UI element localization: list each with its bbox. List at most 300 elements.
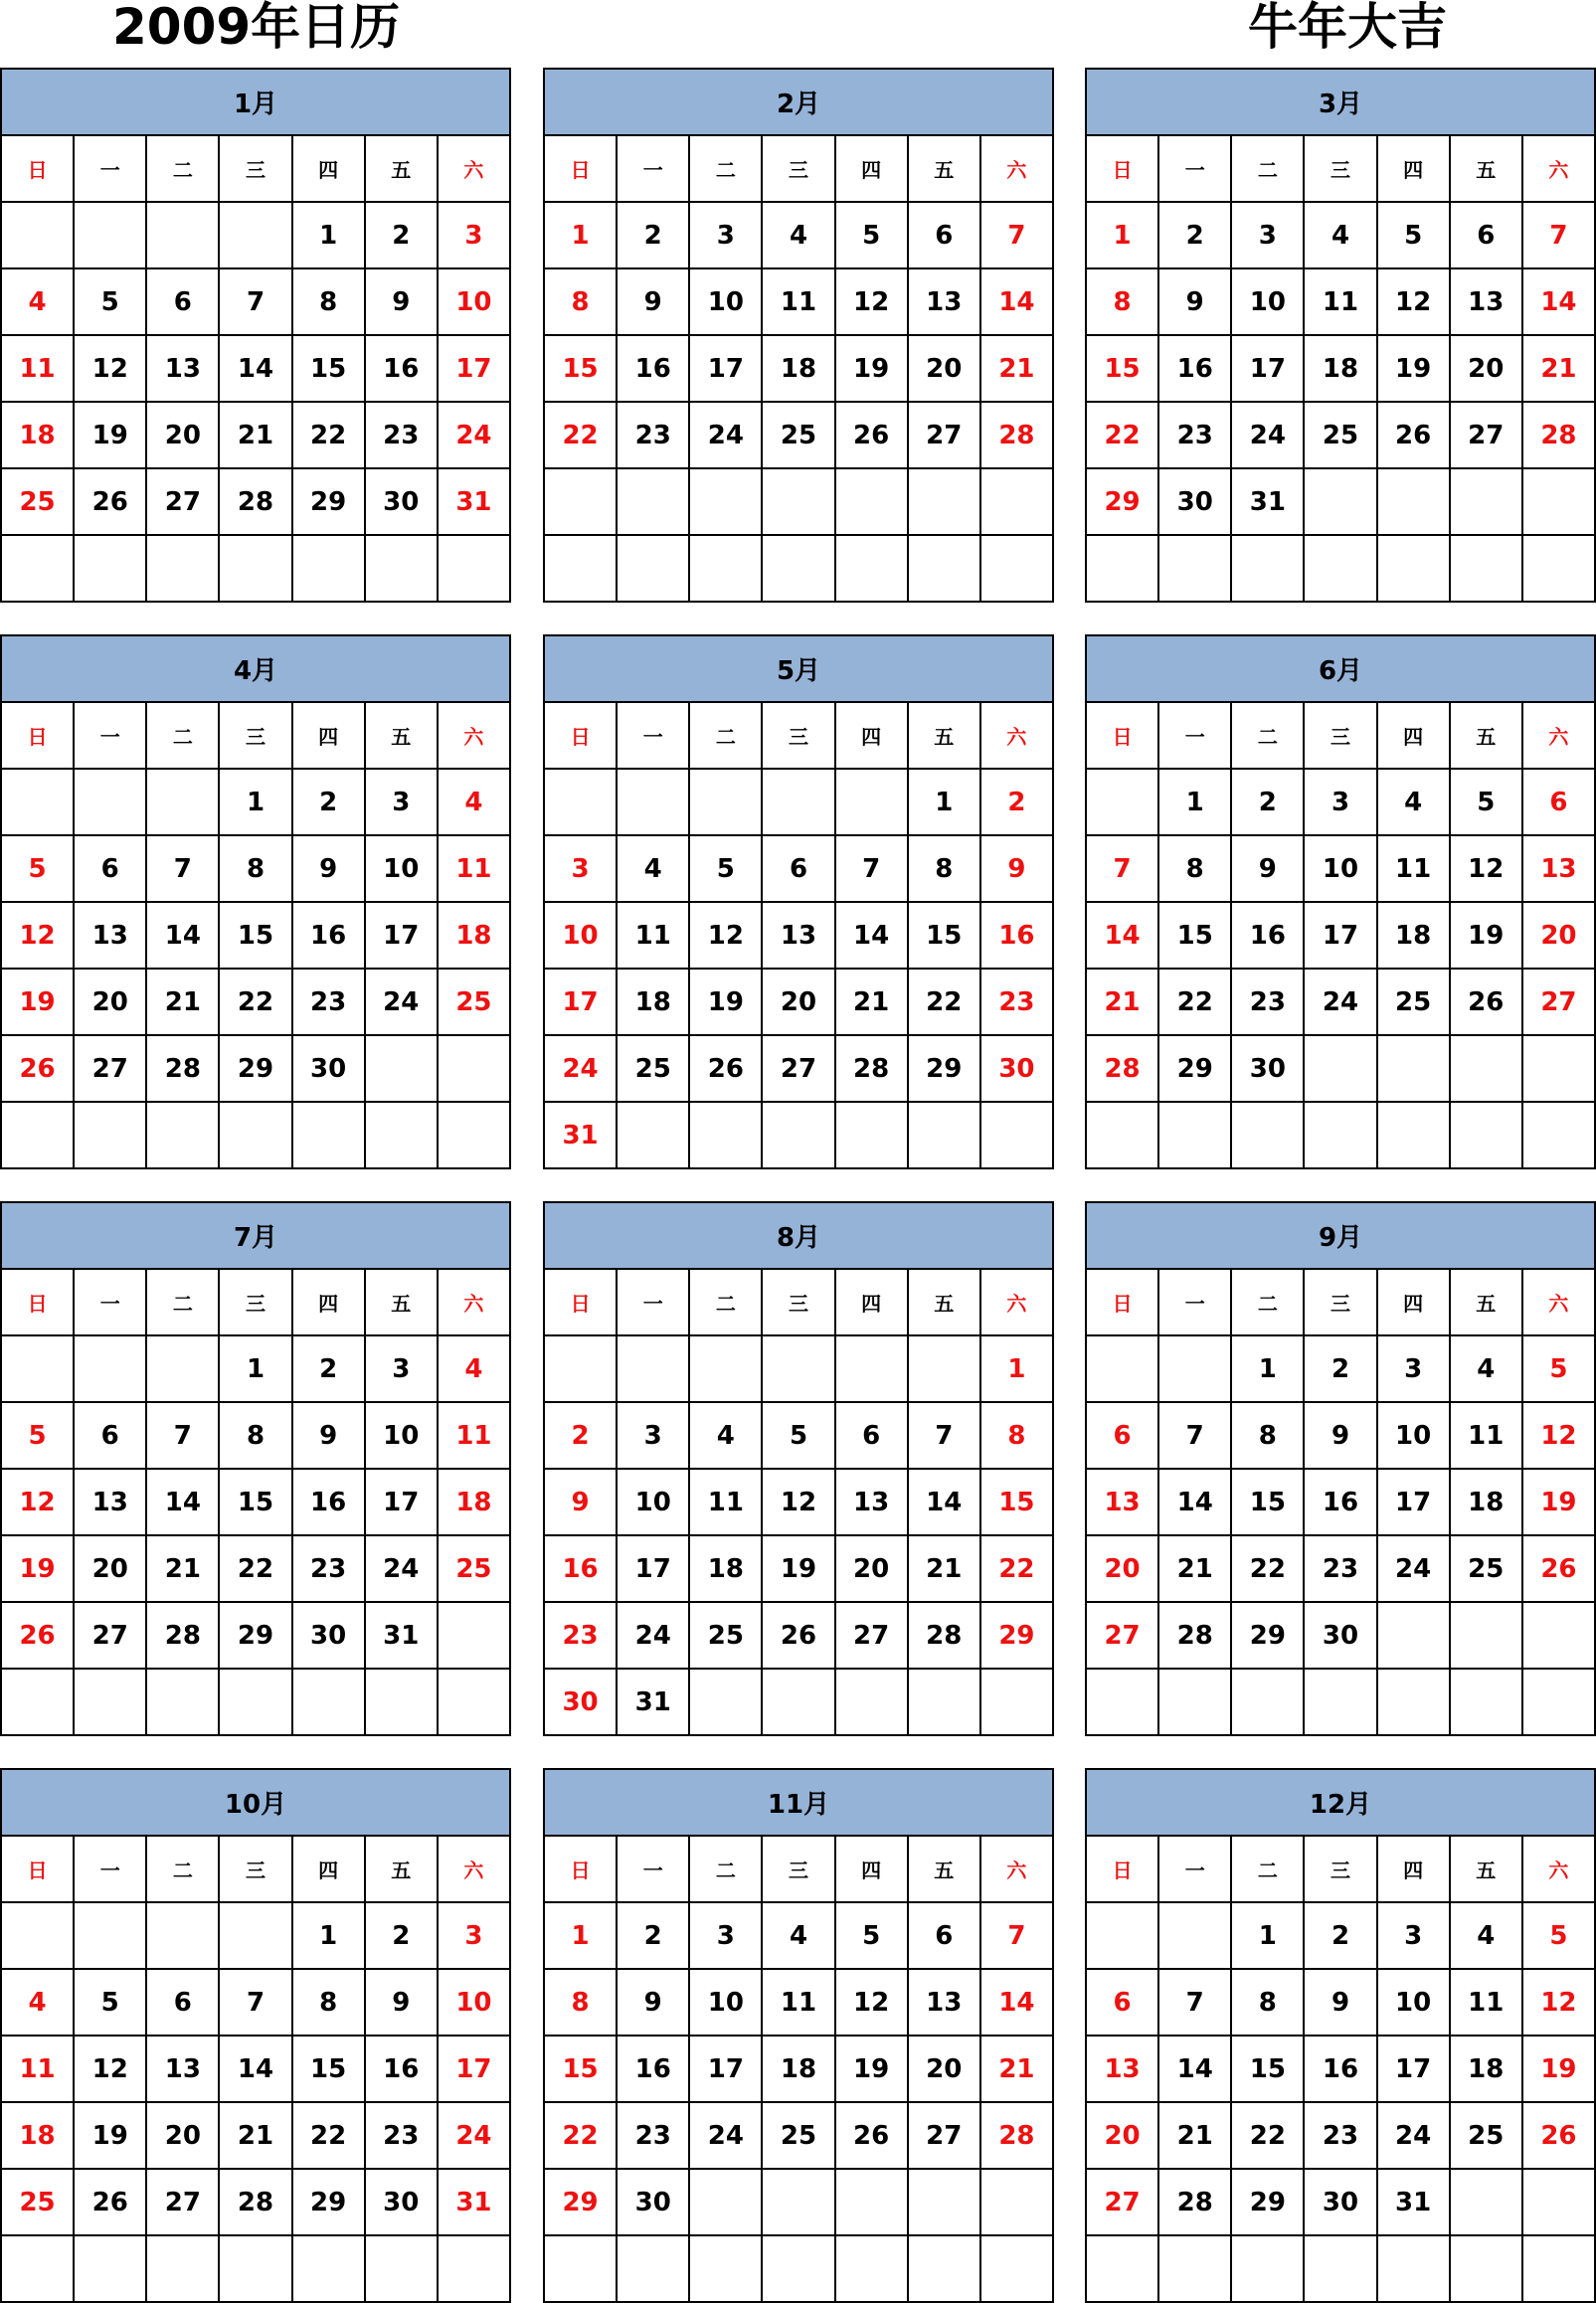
empty-day-cell [1377, 468, 1450, 535]
empty-day-cell [835, 468, 908, 535]
day-cell: 21 [146, 1535, 219, 1602]
empty-day-cell [762, 769, 834, 835]
day-cell: 6 [146, 268, 219, 335]
day-cell: 13 [74, 902, 146, 969]
empty-day-cell [1377, 2235, 1450, 2302]
weekday-label: 六 [980, 135, 1053, 202]
day-cell: 22 [1158, 969, 1231, 1035]
week-row [544, 402, 1053, 468]
weekday-label: 二 [1231, 135, 1304, 202]
day-cell: 7 [1086, 835, 1158, 902]
empty-day-cell [544, 2235, 617, 2302]
day-cell: 19 [74, 402, 146, 468]
day-cell: 21 [980, 335, 1053, 402]
week-row [1, 402, 510, 468]
day-cell: 20 [74, 1535, 146, 1602]
week-row [544, 1469, 1053, 1535]
day-cell: 16 [365, 335, 438, 402]
day-cell: 24 [617, 1602, 689, 1669]
day-cell: 30 [1158, 468, 1231, 535]
weekday-label: 二 [689, 702, 762, 769]
month-table [0, 1201, 511, 1736]
weekday-label: 三 [1304, 1269, 1376, 1335]
day-cell: 3 [365, 1335, 438, 1402]
weekday-label: 一 [74, 1269, 146, 1335]
day-cell: 21 [1522, 335, 1595, 402]
day-cell: 5 [1522, 1902, 1595, 1969]
day-cell: 9 [617, 268, 689, 335]
day-cell: 25 [1304, 402, 1376, 468]
day-cell: 10 [365, 1402, 438, 1469]
day-cell: 10 [689, 1969, 762, 2036]
day-cell: 15 [1158, 902, 1231, 969]
week-row [1086, 1902, 1595, 1969]
day-cell: 5 [1522, 1335, 1595, 1402]
weekday-label: 一 [617, 1269, 689, 1335]
empty-day-cell [1522, 1035, 1595, 1102]
week-row [544, 902, 1053, 969]
day-cell: 21 [835, 969, 908, 1035]
day-cell: 10 [1377, 1402, 1450, 1469]
day-cell: 13 [1086, 1469, 1158, 1535]
empty-day-cell [219, 202, 291, 268]
day-cell: 25 [1450, 1535, 1522, 1602]
empty-day-cell [1522, 535, 1595, 602]
week-row [1, 2169, 510, 2235]
day-cell: 19 [1, 1535, 74, 1602]
weekday-label: 二 [1231, 1836, 1304, 1902]
day-cell: 3 [1304, 769, 1376, 835]
month-title: 5月 [544, 635, 1053, 702]
day-cell: 26 [689, 1035, 762, 1102]
day-cell: 11 [1377, 835, 1450, 902]
week-row [544, 1035, 1053, 1102]
empty-day-cell [1158, 1335, 1231, 1402]
day-cell: 28 [1158, 2169, 1231, 2235]
weekday-row [1, 135, 510, 202]
day-cell: 28 [146, 1602, 219, 1669]
weekday-row [1, 702, 510, 769]
weekday-label: 三 [762, 135, 834, 202]
empty-day-cell [438, 2235, 510, 2302]
week-row [1, 535, 510, 602]
day-cell: 9 [1304, 1969, 1376, 2036]
week-row [544, 2102, 1053, 2169]
week-row [1086, 1402, 1595, 1469]
day-cell: 14 [1158, 1469, 1231, 1535]
day-cell: 29 [544, 2169, 617, 2235]
empty-day-cell [292, 1102, 365, 1168]
empty-day-cell [762, 468, 834, 535]
day-cell: 27 [762, 1035, 834, 1102]
day-cell: 30 [365, 2169, 438, 2235]
month-table [1085, 68, 1596, 603]
day-cell: 17 [1377, 2036, 1450, 2102]
day-cell: 30 [1304, 1602, 1376, 1669]
empty-day-cell [219, 2235, 291, 2302]
day-cell: 6 [908, 202, 980, 268]
empty-day-cell [689, 2169, 762, 2235]
day-cell: 13 [1450, 268, 1522, 335]
weekday-label: 日 [544, 1836, 617, 1902]
day-cell: 24 [365, 969, 438, 1035]
empty-day-cell [835, 769, 908, 835]
day-cell: 18 [1450, 2036, 1522, 2102]
day-cell: 18 [689, 1535, 762, 1602]
empty-day-cell [1377, 1102, 1450, 1168]
day-cell: 24 [438, 2102, 510, 2169]
weekday-label: 一 [74, 135, 146, 202]
day-cell: 22 [544, 2102, 617, 2169]
day-cell: 8 [1231, 1402, 1304, 1469]
month-title: 1月 [1, 69, 510, 135]
day-cell: 27 [74, 1602, 146, 1669]
day-cell: 5 [74, 268, 146, 335]
week-row [544, 1402, 1053, 1469]
day-cell: 27 [835, 1602, 908, 1669]
day-cell: 19 [1522, 1469, 1595, 1535]
day-cell: 25 [1, 2169, 74, 2235]
day-cell: 15 [1231, 2036, 1304, 2102]
day-cell: 2 [292, 769, 365, 835]
day-cell: 19 [689, 969, 762, 1035]
week-row [544, 1902, 1053, 1969]
day-cell: 4 [1450, 1335, 1522, 1402]
empty-day-cell [1377, 1602, 1450, 1669]
day-cell: 21 [219, 2102, 291, 2169]
empty-day-cell [74, 202, 146, 268]
empty-day-cell [1, 1902, 74, 1969]
month-calendar [1085, 68, 1596, 603]
day-cell: 23 [292, 1535, 365, 1602]
day-cell: 27 [146, 2169, 219, 2235]
empty-day-cell [689, 535, 762, 602]
weekday-label: 一 [617, 1836, 689, 1902]
day-cell: 23 [1158, 402, 1231, 468]
day-cell: 9 [292, 835, 365, 902]
day-cell: 24 [689, 2102, 762, 2169]
day-cell: 26 [74, 468, 146, 535]
day-cell: 10 [689, 268, 762, 335]
day-cell: 16 [1304, 2036, 1376, 2102]
empty-day-cell [1522, 1669, 1595, 1735]
day-cell: 7 [908, 1402, 980, 1469]
day-cell: 6 [74, 835, 146, 902]
day-cell: 13 [74, 1469, 146, 1535]
empty-day-cell [1450, 2235, 1522, 2302]
empty-day-cell [1522, 468, 1595, 535]
day-cell: 21 [219, 402, 291, 468]
weekday-row [1, 1269, 510, 1335]
day-cell: 30 [292, 1602, 365, 1669]
day-cell: 17 [365, 1469, 438, 1535]
day-cell: 15 [980, 1469, 1053, 1535]
empty-day-cell [1522, 1102, 1595, 1168]
empty-day-cell [835, 1669, 908, 1735]
month-table [1085, 1768, 1596, 2303]
week-row [1086, 902, 1595, 969]
empty-day-cell [1, 535, 74, 602]
day-cell: 24 [1377, 1535, 1450, 1602]
day-cell: 7 [980, 202, 1053, 268]
empty-day-cell [835, 1335, 908, 1402]
day-cell: 12 [1522, 1402, 1595, 1469]
empty-day-cell [1304, 468, 1376, 535]
weekday-label: 二 [146, 1836, 219, 1902]
day-cell: 28 [980, 2102, 1053, 2169]
weekday-label: 六 [1522, 1269, 1595, 1335]
day-cell: 4 [1450, 1902, 1522, 1969]
empty-day-cell [835, 1102, 908, 1168]
day-cell: 3 [438, 202, 510, 268]
weekday-label: 五 [1450, 1836, 1522, 1902]
weekday-label: 三 [219, 1836, 291, 1902]
day-cell: 31 [1231, 468, 1304, 535]
week-row [1, 2102, 510, 2169]
day-cell: 12 [762, 1469, 834, 1535]
day-cell: 29 [1158, 1035, 1231, 1102]
day-cell: 18 [762, 2036, 834, 2102]
week-row [544, 835, 1053, 902]
empty-day-cell [1086, 769, 1158, 835]
day-cell: 4 [689, 1402, 762, 1469]
day-cell: 29 [1231, 2169, 1304, 2235]
empty-day-cell [74, 2235, 146, 2302]
day-cell: 14 [1086, 902, 1158, 969]
day-cell: 24 [438, 402, 510, 468]
day-cell: 14 [219, 2036, 291, 2102]
day-cell: 17 [365, 902, 438, 969]
week-row [1086, 2102, 1595, 2169]
empty-day-cell [1, 2235, 74, 2302]
day-cell: 7 [146, 1402, 219, 1469]
day-cell: 22 [1086, 402, 1158, 468]
day-cell: 13 [908, 1969, 980, 2036]
empty-day-cell [1231, 2235, 1304, 2302]
weekday-label: 六 [1522, 702, 1595, 769]
day-cell: 11 [438, 835, 510, 902]
day-cell: 2 [365, 1902, 438, 1969]
week-row [1, 1035, 510, 1102]
day-cell: 26 [1522, 1535, 1595, 1602]
weekday-label: 六 [438, 135, 510, 202]
empty-day-cell [617, 2235, 689, 2302]
weekday-label: 六 [1522, 1836, 1595, 1902]
empty-day-cell [438, 1669, 510, 1735]
day-cell: 13 [1086, 2036, 1158, 2102]
week-row [544, 1669, 1053, 1735]
day-cell: 20 [908, 335, 980, 402]
empty-day-cell [146, 2235, 219, 2302]
day-cell: 3 [544, 835, 617, 902]
weekday-label: 四 [1377, 702, 1450, 769]
day-cell: 30 [1231, 1035, 1304, 1102]
weekday-label: 日 [1, 1836, 74, 1902]
day-cell: 17 [689, 335, 762, 402]
weekday-label: 日 [544, 135, 617, 202]
empty-day-cell [762, 535, 834, 602]
week-row [544, 1335, 1053, 1402]
empty-day-cell [1450, 1602, 1522, 1669]
day-cell: 14 [908, 1469, 980, 1535]
weekday-label: 五 [908, 1269, 980, 1335]
empty-day-cell [908, 468, 980, 535]
day-cell: 27 [74, 1035, 146, 1102]
empty-day-cell [908, 1335, 980, 1402]
weekday-label: 四 [292, 135, 365, 202]
empty-day-cell [1158, 2235, 1231, 2302]
weekday-label: 六 [980, 1269, 1053, 1335]
weekday-label: 日 [544, 702, 617, 769]
month-table [0, 634, 511, 1169]
empty-day-cell [219, 1669, 291, 1735]
day-cell: 31 [617, 1669, 689, 1735]
day-cell: 28 [219, 468, 291, 535]
weekday-label: 一 [1158, 1269, 1231, 1335]
month-table [543, 68, 1054, 603]
day-cell: 30 [544, 1669, 617, 1735]
day-cell: 29 [292, 468, 365, 535]
weekday-label: 五 [1450, 1269, 1522, 1335]
day-cell: 22 [544, 402, 617, 468]
empty-day-cell [365, 1102, 438, 1168]
weekday-row [544, 1269, 1053, 1335]
day-cell: 11 [1, 2036, 74, 2102]
month-calendar [0, 1201, 511, 1736]
day-cell: 3 [689, 1902, 762, 1969]
day-cell: 6 [1522, 769, 1595, 835]
day-cell: 30 [980, 1035, 1053, 1102]
empty-day-cell [544, 535, 617, 602]
day-cell: 14 [146, 902, 219, 969]
week-row [544, 268, 1053, 335]
empty-day-cell [617, 1102, 689, 1168]
day-cell: 13 [762, 902, 834, 969]
empty-day-cell [365, 2235, 438, 2302]
weekday-row [544, 702, 1053, 769]
weekday-label: 四 [292, 1836, 365, 1902]
empty-day-cell [1377, 1669, 1450, 1735]
empty-day-cell [908, 535, 980, 602]
day-cell: 30 [365, 468, 438, 535]
day-cell: 18 [617, 969, 689, 1035]
day-cell: 30 [1304, 2169, 1376, 2235]
day-cell: 12 [689, 902, 762, 969]
day-cell: 27 [1086, 1602, 1158, 1669]
day-cell: 17 [1304, 902, 1376, 969]
day-cell: 14 [1158, 2036, 1231, 2102]
day-cell: 11 [1450, 1402, 1522, 1469]
day-cell: 22 [292, 402, 365, 468]
month-title: 9月 [1086, 1202, 1595, 1269]
weekday-label: 二 [1231, 1269, 1304, 1335]
day-cell: 17 [438, 2036, 510, 2102]
weekday-label: 四 [1377, 1269, 1450, 1335]
day-cell: 1 [544, 202, 617, 268]
empty-day-cell [1158, 1902, 1231, 1969]
day-cell: 1 [544, 1902, 617, 1969]
weekday-label: 一 [617, 135, 689, 202]
empty-day-cell [146, 535, 219, 602]
empty-day-cell [365, 1035, 438, 1102]
day-cell: 6 [1086, 1402, 1158, 1469]
weekday-label: 四 [292, 1269, 365, 1335]
week-row [1, 1669, 510, 1735]
week-row [544, 468, 1053, 535]
month-calendar [543, 68, 1054, 603]
day-cell: 11 [1, 335, 74, 402]
weekday-label: 六 [980, 1836, 1053, 1902]
day-cell: 31 [544, 1102, 617, 1168]
week-row [1086, 1669, 1595, 1735]
month-calendar [0, 68, 511, 603]
day-cell: 25 [762, 2102, 834, 2169]
month-title: 8月 [544, 1202, 1053, 1269]
empty-day-cell [544, 468, 617, 535]
month-title: 3月 [1086, 69, 1595, 135]
week-row [1086, 1335, 1595, 1402]
day-cell: 28 [219, 2169, 291, 2235]
day-cell: 9 [617, 1969, 689, 2036]
day-cell: 26 [762, 1602, 834, 1669]
day-cell: 4 [438, 769, 510, 835]
day-cell: 6 [74, 1402, 146, 1469]
week-row [544, 2235, 1053, 2302]
day-cell: 6 [762, 835, 834, 902]
day-cell: 28 [908, 1602, 980, 1669]
day-cell: 29 [1086, 468, 1158, 535]
empty-day-cell [1086, 1669, 1158, 1735]
day-cell: 17 [689, 2036, 762, 2102]
day-cell: 7 [219, 1969, 291, 2036]
empty-day-cell [762, 1669, 834, 1735]
day-cell: 8 [292, 268, 365, 335]
empty-day-cell [1086, 1335, 1158, 1402]
month-table [0, 68, 511, 603]
day-cell: 26 [74, 2169, 146, 2235]
empty-day-cell [438, 1035, 510, 1102]
day-cell: 12 [835, 1969, 908, 2036]
week-row [1, 202, 510, 268]
empty-day-cell [1, 1102, 74, 1168]
day-cell: 18 [1377, 902, 1450, 969]
day-cell: 23 [1231, 969, 1304, 1035]
day-cell: 19 [1450, 902, 1522, 969]
day-cell: 7 [1158, 1402, 1231, 1469]
weekday-label: 五 [1450, 702, 1522, 769]
day-cell: 11 [1450, 1969, 1522, 2036]
week-row [544, 2169, 1053, 2235]
empty-day-cell [1522, 1602, 1595, 1669]
day-cell: 13 [908, 268, 980, 335]
empty-day-cell [1522, 2235, 1595, 2302]
empty-day-cell [617, 535, 689, 602]
day-cell: 6 [1086, 1969, 1158, 2036]
day-cell: 2 [544, 1402, 617, 1469]
empty-day-cell [1304, 535, 1376, 602]
day-cell: 18 [762, 335, 834, 402]
week-row [544, 535, 1053, 602]
weekday-row [1086, 1269, 1595, 1335]
empty-day-cell [74, 769, 146, 835]
empty-day-cell [365, 535, 438, 602]
day-cell: 21 [1158, 2102, 1231, 2169]
day-cell: 16 [980, 902, 1053, 969]
weekday-label: 二 [689, 1269, 762, 1335]
day-cell: 5 [835, 202, 908, 268]
weekday-row [544, 135, 1053, 202]
week-row [1086, 969, 1595, 1035]
